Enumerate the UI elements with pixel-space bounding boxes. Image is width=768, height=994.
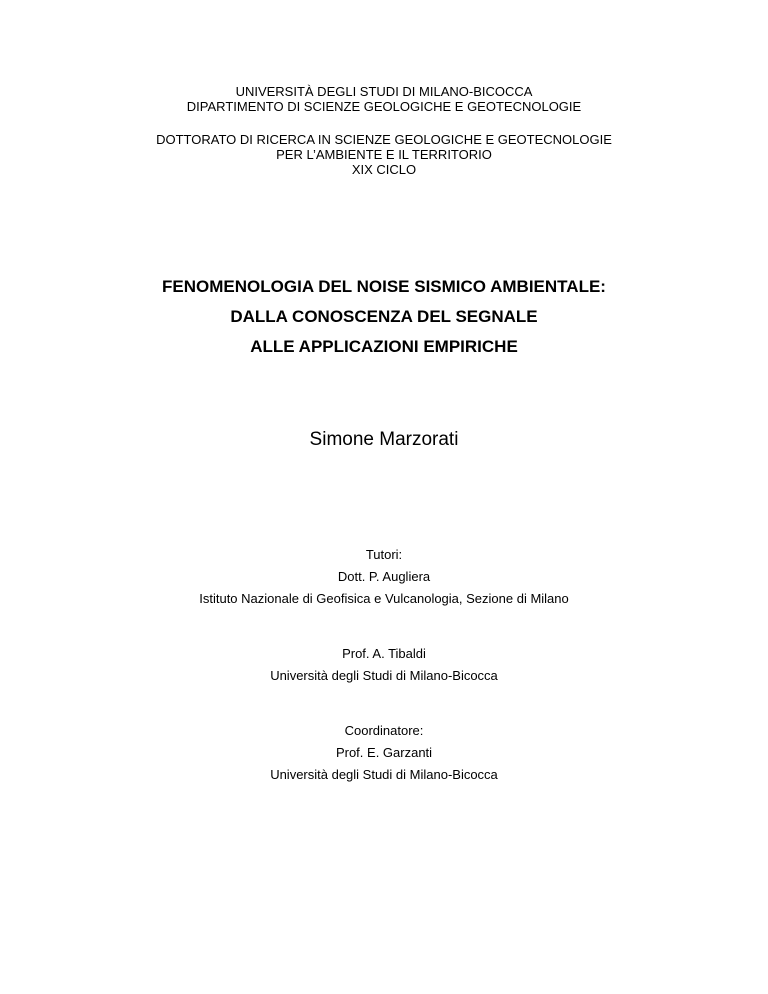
doctorate-line-2: PER L’AMBIENTE E IL TERRITORIO bbox=[276, 147, 492, 162]
tutors-block bbox=[0, 544, 768, 610]
doctorate-cycle: XIX CICLO bbox=[351, 162, 417, 177]
department-name: DIPARTIMENTO DI SCIENZE GEOLOGICHE E GEOTECNOLOGIE bbox=[186, 99, 582, 114]
coordinator-heading: Coordinatore: bbox=[344, 723, 424, 738]
tutor-1-affiliation: Istituto Nazionale di Geofisica e Vulcanologia, Sezione di Milano bbox=[199, 591, 569, 606]
university-header bbox=[0, 84, 768, 114]
university-name: UNIVERSITÀ DEGLI STUDI DI MILANO-BICOCCA bbox=[235, 84, 533, 99]
tutor-2-block bbox=[0, 643, 768, 687]
tutor-2-affiliation: Università degli Studi di Milano-Bicocca bbox=[270, 668, 498, 683]
tutors-heading: Tutori: bbox=[365, 547, 403, 562]
doctorate-program bbox=[0, 132, 768, 177]
author-name: Simone Marzorati bbox=[309, 429, 459, 450]
coordinator-block bbox=[0, 720, 768, 786]
doctorate-line-1: DOTTORATO DI RICERCA IN SCIENZE GEOLOGICHE E GEOTECNOLOGIE bbox=[156, 132, 612, 147]
tutor-1-name: Dott. P. Augliera bbox=[337, 569, 431, 584]
author-block bbox=[0, 429, 768, 451]
coordinator-affiliation: Università degli Studi di Milano-Bicocca bbox=[270, 767, 498, 782]
coordinator-name: Prof. E. Garzanti bbox=[335, 745, 433, 760]
tutor-2-name: Prof. A. Tibaldi bbox=[342, 646, 426, 661]
thesis-title-line-3: ALLE APPLICAZIONI EMPIRICHE bbox=[250, 337, 518, 356]
thesis-title-line-2: DALLA CONOSCENZA DEL SEGNALE bbox=[230, 307, 538, 326]
thesis-title bbox=[0, 272, 768, 362]
thesis-title-line-1: FENOMENOLOGIA DEL NOISE SISMICO AMBIENTALE: bbox=[162, 277, 606, 296]
